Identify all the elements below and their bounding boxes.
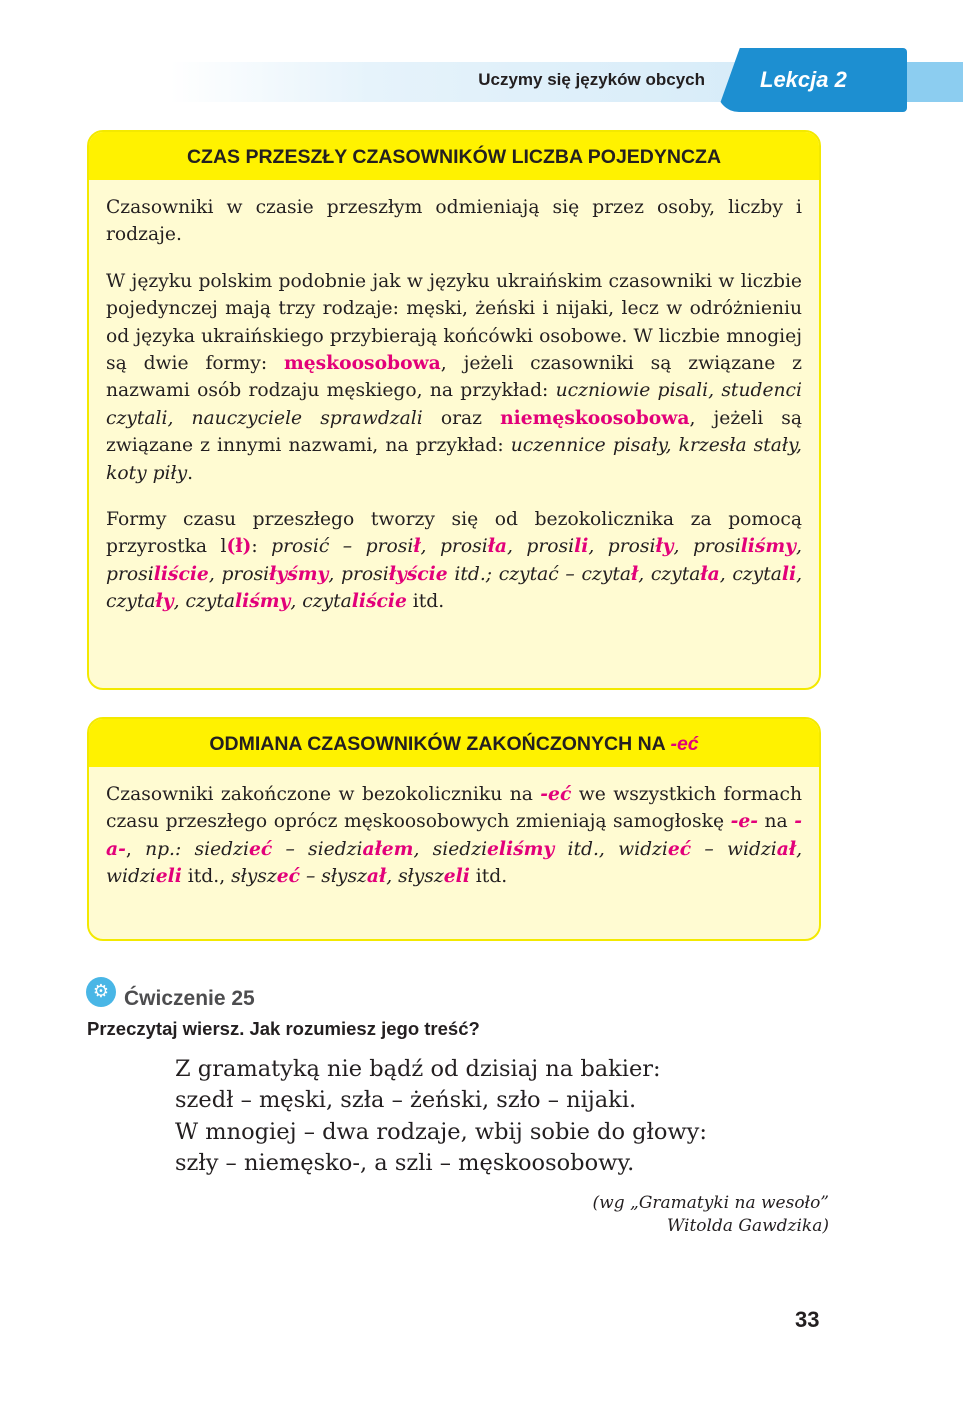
verb-form-ending: eli: [443, 865, 470, 888]
verb-form-stem: , prosi: [208, 563, 270, 585]
verb-form-ending: liście: [153, 562, 209, 585]
verb-form-stem: , czyta: [719, 563, 782, 585]
lesson-label: Lekcja 2: [760, 67, 847, 92]
verb-form-stem: słysz: [231, 866, 277, 888]
poem-line: W mnogiej – dwa rodzaje, wbij sobie do głowy:: [175, 1118, 707, 1145]
exercise-instruction: Przeczytaj wiersz. Jak rozumiesz jego treść?: [87, 1018, 480, 1039]
exercise-title: Ćwiczenie 25: [124, 987, 255, 1010]
verb-form-ending: eć: [276, 865, 301, 888]
verb-form-stem: , czyta: [290, 591, 352, 613]
verb-form-stem: , prosi: [106, 536, 802, 585]
verb-form-stem: , czyta: [106, 563, 803, 613]
rule-body: [89, 767, 819, 909]
verb-form-stem: , czyta: [638, 563, 701, 585]
verb-form-stem: prosić – prosi: [271, 536, 414, 558]
verb-form-ending: ałem: [362, 837, 414, 860]
rule-heading: CZAS PRZESZŁY CZASOWNIKÓW LICZBA POJEDYNCZA: [89, 132, 819, 180]
verb-form-ending: ły: [155, 590, 174, 613]
rule-heading: ODMIANA CZASOWNIKÓW ZAKOŃCZONYCH NA -eć: [89, 719, 819, 767]
verb-form-ending: liśmy: [235, 590, 291, 613]
verb-form-ending: liśmy: [740, 535, 797, 558]
verb-form-stem: np.: siedzi: [145, 838, 249, 860]
verb-form-stem: , siedzi: [413, 838, 488, 860]
poem-source: (wg „Gramatyki na wesoło” Witolda Gawdzika): [592, 1193, 829, 1236]
rule-box-ec-verbs: [87, 717, 821, 941]
suffix-l: (ł): [226, 535, 252, 558]
term-non-masculine-personal: niemęskoosobowa: [500, 406, 690, 429]
poem: [175, 1054, 707, 1179]
verb-form-ending: eliśmy: [487, 837, 555, 860]
verb-form-ending: eli: [155, 865, 182, 888]
term-masculine-personal: męskoosobowa: [284, 352, 441, 375]
rule-paragraph: Czasowniki zakończone w bezokoliczniku na -eć we wszystkich formach czasu przeszłego oprócz męskoosobowych zmieniają samogłoskę -e- na -a-, np.: siedzieć – siedziałem, siedzieliśmy itd., widzieć – widział, widzieli itd., słyszeć – słyszał, słyszeli itd.: [106, 783, 803, 888]
verb-form-stem: , czyta: [173, 591, 235, 613]
verb-form-stem: , widzi: [106, 838, 803, 888]
verb-form-ending: ły: [655, 535, 674, 558]
verb-form-ending: łyśmy: [269, 562, 329, 585]
verb-form-stem: – widzi: [691, 838, 777, 860]
verb-form-ending: eć: [667, 837, 692, 860]
verb-form-ending: ł: [413, 535, 421, 558]
verb-forms: [231, 866, 470, 887]
rule-body: [89, 180, 819, 634]
verb-form-stem: itd.; czytać – czyta: [447, 563, 631, 585]
verb-form-ending: ał: [366, 865, 387, 888]
verb-form-stem: , prosi: [673, 536, 741, 558]
verb-form-stem: , słysz: [386, 866, 444, 888]
verb-form-stem: , prosi: [588, 536, 656, 558]
verb-form-stem: , prosi: [420, 536, 488, 558]
rule-paragraph: Formy czasu przeszłego tworzy się od bezokolicznika za pomocą przyrostka l(ł): prosić – prosił, prosiła, prosili, prosiły, prosiliśmy, prosiliście, prosiłyśmy, prosiłyście itd.; czytać – czytał, czytała, czytali, czytały, czytaliśmy, czytaliście itd.: [106, 509, 803, 613]
verb-form-stem: – słysz: [300, 866, 367, 888]
verb-form-ending: ła: [487, 535, 507, 558]
verb-form-ending: ał: [776, 837, 797, 860]
verb-form-stem: – siedzi: [272, 838, 363, 860]
poem-line: szedł – męski, szła – żeński, szło – nijaki.: [175, 1087, 637, 1114]
verb-form-ending: ła: [700, 562, 720, 585]
verb-form-ending: li: [574, 535, 589, 558]
poem-line: Z gramatyką nie bądź od dzisiaj na bakier:: [175, 1056, 661, 1082]
verb-form-ending: liście: [351, 590, 407, 613]
poem-line: szły – niemęsko-, a szli – męskoosobowy.: [175, 1149, 635, 1176]
rule-paragraph: W języku polskim podobnie jak w języku ukraińskim czasowniki w liczbie pojedynczej mają trzy rodzaje: męski, żeński i nijaki, lecz w odróżnieniu od języka ukraińskiego przybierają końcówki osobowe. W liczbie mnogiej są dwie formy: męskoosobowa, jeżeli czasowniki są związane z nazwami osób rodzaju męskiego, na przykład: uczniowie pisali, studenci czytali, nauczyciele sprawdzali oraz niemęskoosobowa, jeżeli są związane z innymi nazwami, na przykład: uczennice pisały, krzesła stały, koty piły.: [106, 270, 802, 484]
example: uczennice pisały, krzesła stały, koty piły: [106, 435, 802, 484]
verb-form-ending: eć: [248, 837, 273, 860]
example: uczniowie pisali, studenci czytali, nauczyciele sprawdzali: [106, 380, 802, 429]
page-number: 33: [795, 1307, 820, 1332]
verb-form-ending: łyście: [388, 562, 448, 585]
rule-box-past-tense: [87, 130, 821, 690]
verb-form-stem: , prosi: [328, 563, 389, 585]
verb-form-ending: ł: [631, 562, 639, 585]
verb-form-stem: itd., widzi: [554, 838, 668, 860]
verb-form-ending: li: [781, 562, 797, 585]
book-title: Uczymy się języków obcych: [478, 70, 705, 89]
verb-form-stem: , prosi: [507, 536, 575, 558]
gears-icon: ⚙: [86, 977, 116, 1007]
rule-paragraph: Czasowniki w czasie przeszłym odmieniają się przez osoby, liczby i rodzaje.: [106, 197, 802, 246]
